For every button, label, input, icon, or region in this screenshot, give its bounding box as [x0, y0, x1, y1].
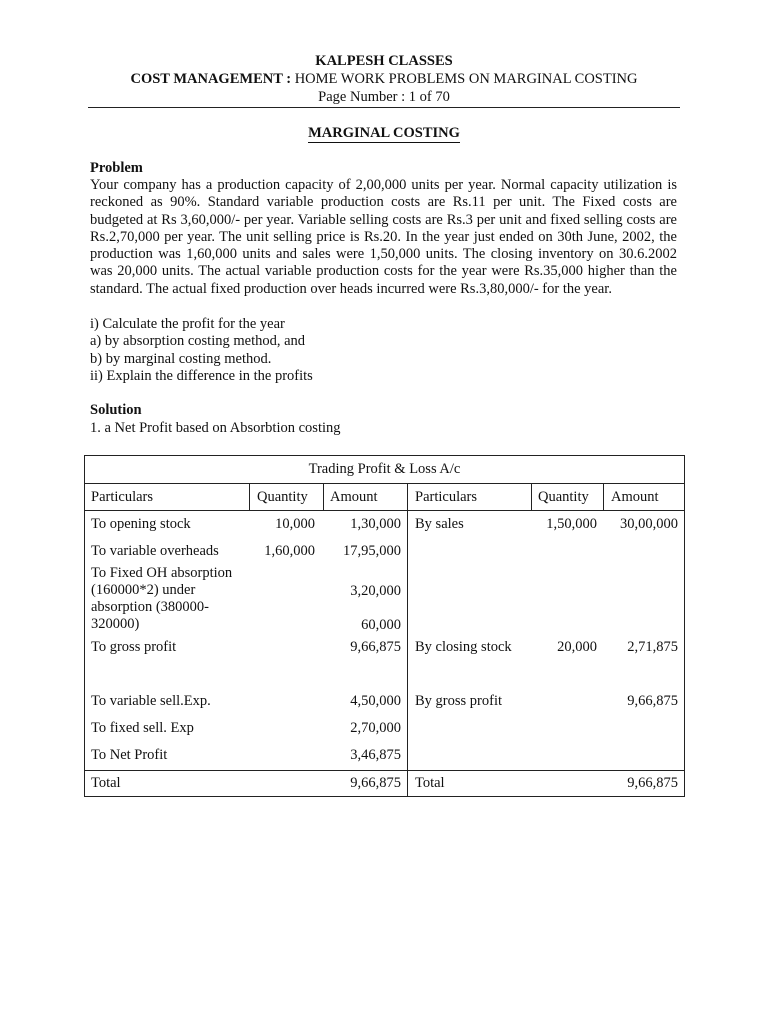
solution-heading: Solution	[90, 402, 142, 418]
course-line	[88, 70, 680, 88]
row-particulars: To gross profit	[91, 639, 177, 655]
row-quantity: 1,60,000	[264, 543, 315, 559]
total-label: Total	[415, 775, 445, 791]
table-rule	[85, 770, 684, 771]
header-divider	[88, 107, 680, 108]
problem-heading: Problem	[90, 160, 143, 176]
table-rule	[85, 483, 684, 484]
col-header-quantity: Quantity	[538, 489, 589, 505]
table-rule	[85, 510, 684, 511]
col-header-particulars: Particulars	[415, 489, 478, 505]
row-amount: 17,95,000	[343, 543, 401, 559]
trading-account-table	[84, 455, 685, 797]
column-rule	[531, 483, 532, 510]
row-amount: 1,30,000	[350, 516, 401, 532]
row-amount: 2,71,875	[627, 639, 678, 655]
row-amount: 60,000	[361, 617, 401, 633]
question-item: b) by marginal costing method.	[90, 350, 272, 367]
total-amount: 9,66,875	[627, 775, 678, 791]
row-amount: 3,20,000	[350, 583, 401, 599]
question-item: ii) Explain the difference in the profits	[90, 367, 313, 384]
row-particulars: To opening stock	[91, 516, 191, 532]
column-rule	[323, 483, 324, 510]
row-amount: 3,46,875	[350, 747, 401, 763]
col-header-particulars: Particulars	[91, 489, 154, 505]
row-particulars: To variable overheads	[91, 543, 219, 559]
page-number: Page Number : 1 of 70	[318, 89, 450, 105]
section-title-text: MARGINAL COSTING	[308, 125, 460, 141]
course-title: HOME WORK PROBLEMS ON MARGINAL COSTING	[294, 71, 638, 87]
row-amount: 9,66,875	[350, 639, 401, 655]
row-particulars: To Net Profit	[91, 747, 168, 763]
col-header-amount: Amount	[611, 489, 659, 505]
solution-subheading: 1. a Net Profit based on Absorbtion costing	[90, 420, 341, 436]
row-amount: 30,00,000	[620, 516, 678, 532]
row-particulars: By closing stock	[415, 639, 512, 655]
section-title	[0, 125, 768, 142]
col-header-amount: Amount	[330, 489, 378, 505]
table-title: Trading Profit & Loss A/c	[308, 461, 461, 477]
row-particulars: To fixed sell. Exp	[91, 720, 194, 736]
course-label: COST MANAGEMENT :	[130, 71, 292, 87]
question-list	[90, 316, 313, 385]
row-particulars: By gross profit	[415, 693, 502, 709]
row-particulars: To variable sell.Exp.	[91, 693, 211, 709]
row-amount: 9,66,875	[627, 693, 678, 709]
col-header-quantity: Quantity	[257, 489, 308, 505]
total-label: Total	[91, 775, 121, 791]
total-amount: 9,66,875	[350, 775, 401, 791]
row-quantity: 20,000	[557, 639, 597, 655]
row-particulars-line: (160000*2) under	[91, 582, 196, 598]
row-quantity: 10,000	[275, 516, 315, 532]
row-quantity: 1,50,000	[546, 516, 597, 532]
row-amount: 4,50,000	[350, 693, 401, 709]
column-rule	[603, 483, 604, 510]
row-particulars-line: absorption (380000-	[91, 599, 209, 615]
question-item: i) Calculate the profit for the year	[90, 316, 285, 332]
row-amount: 2,70,000	[350, 720, 401, 736]
column-rule	[407, 483, 408, 797]
question-item: a) by absorption costing method, and	[90, 333, 306, 350]
org-name: KALPESH CLASSES	[315, 53, 453, 69]
page-header	[88, 52, 680, 106]
problem-text: Your company has a production capacity of 2,00,000 units per year. Normal capacity utilization is reckoned as 90%. Standard variable production costs are Rs.11 per unit. The Fixed costs are budgeted at Rs 3,60,000/- per year. Variable selling costs are Rs.3 per unit and fixed selling costs are Rs.2,70,000 per year. The unit selling price is Rs.20. In the year just ended on 30th June, 2002, the production was 1,60,000 units and sales were 1,50,000 units. The closing inventory on 30.6.2002 was 20,000 units. The actual variable production costs for the year were Rs.35,000 higher than the standard. The actual fixed production over heads incurred were Rs.3,80,000/- for the year.	[90, 177, 677, 297]
row-particulars-line: 320000)	[91, 616, 140, 632]
column-rule	[249, 483, 250, 510]
row-particulars-line: To Fixed OH absorption	[91, 565, 233, 581]
row-particulars: By sales	[415, 516, 464, 532]
